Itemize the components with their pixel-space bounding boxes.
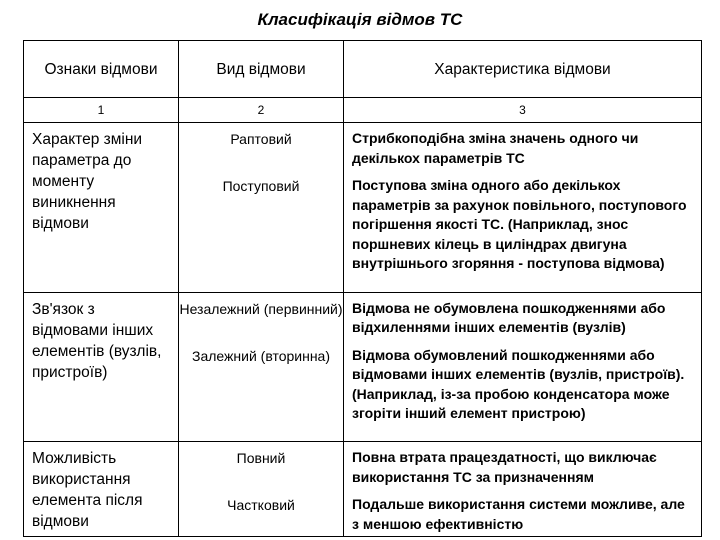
column-number-row (24, 98, 702, 123)
header-characteristic: Характеристика відмови (344, 41, 702, 98)
failure-type: Частковий (179, 489, 344, 537)
failure-description: Подальше використання системи можливе, але з меншою ефективністю (344, 489, 702, 537)
failure-description: Відмова обумовлений пошкодженнями або відмовами інших елементів (вузлів, пристроїв). (Наприклад, із-за пробою конденсатора може згоріти інший елемент пристрою) (344, 340, 702, 442)
column-number: 1 (24, 98, 179, 123)
failure-sign: Зв'язок з відмовами інших елементів (вузлів, пристроїв) (24, 292, 179, 442)
table-row (24, 442, 702, 490)
page-title: Класифікація відмов ТС (257, 10, 463, 29)
failure-description: Повна втрата працездатності, що виключає використання ТС за призначенням (344, 442, 702, 490)
column-number: 3 (344, 98, 702, 123)
failure-type: Незалежний (первинний) (179, 292, 344, 340)
table-row (24, 292, 702, 340)
header-type: Вид відмови (179, 41, 344, 98)
failure-type: Повний (179, 442, 344, 490)
table-header-row (24, 41, 702, 98)
failure-type: Залежний (вторинна) (179, 340, 344, 442)
table-row (24, 123, 702, 171)
failure-type: Раптовий (179, 123, 344, 171)
failure-classification-table (23, 40, 702, 537)
failure-sign: Можливість використання елемента після відмови (24, 442, 179, 537)
column-number: 2 (179, 98, 344, 123)
failure-sign: Характер зміни параметра до моменту виникнення відмови (24, 123, 179, 293)
failure-description: Відмова не обумовлена пошкодженнями або відхиленнями інших елементів (вузлів) (344, 292, 702, 340)
failure-description: Поступова зміна одного або декількох параметрів за рахунок повільного, поступового погіршення якості ТС. (Наприклад, знос поршневих кілець в циліндрах двигуна внутрішнього згоряння - поступова відмова) (344, 170, 702, 292)
failure-description: Стрибкоподібна зміна значень одного чи декількох параметрів ТС (344, 123, 702, 171)
failure-type: Поступовий (179, 170, 344, 292)
header-signs: Ознаки відмови (24, 41, 179, 98)
